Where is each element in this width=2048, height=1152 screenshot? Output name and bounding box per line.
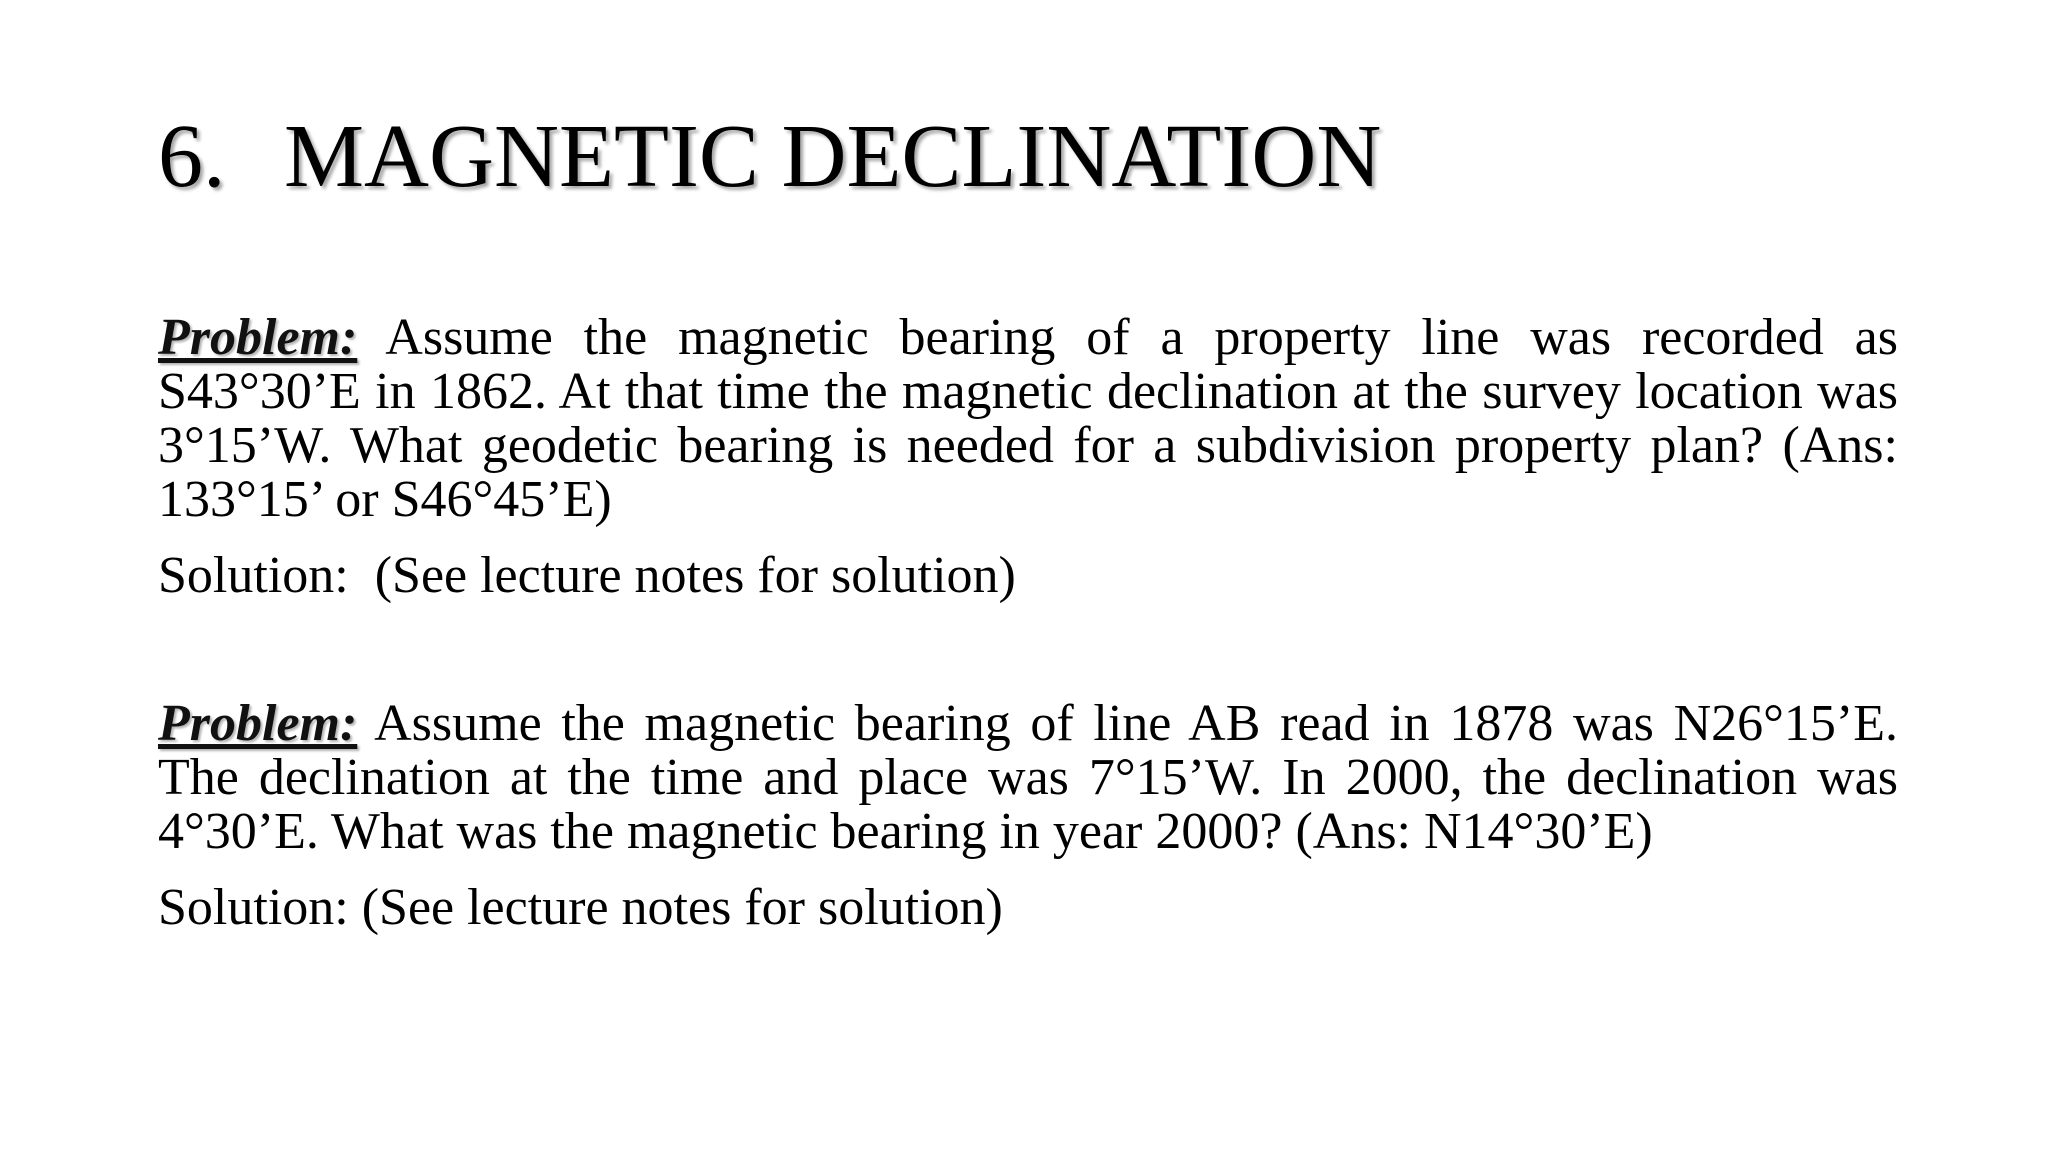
problem-2-solution: Solution: (See lecture notes for solution) bbox=[158, 879, 1003, 936]
problem-2-paragraph bbox=[158, 697, 1898, 859]
problem-block-2 bbox=[158, 697, 1898, 935]
problem-2-text: Assume the magnetic bearing of line AB read in 1878 was N26°15’E. The declination at the time and place was 7°15’W. In 2000, the declination was 4°30’E. What was the magnetic bearing in year 2000? (Ans: N14°30’E) bbox=[158, 695, 1898, 860]
problem-1-paragraph bbox=[158, 311, 1898, 527]
slide-title-number: 6. bbox=[158, 107, 226, 206]
slide-title-text: MAGNETIC DECLINATION bbox=[284, 107, 1382, 206]
slide-title bbox=[158, 107, 1382, 206]
problem-1-solution: Solution: (See lecture notes for solution) bbox=[158, 547, 1016, 604]
problem-block-1 bbox=[158, 311, 1898, 603]
problem-2-label: Problem: bbox=[158, 695, 358, 752]
problem-1-text: Assume the magnetic bearing of a property line was recorded as S43°30’E in 1862. At that time the magnetic declination at the survey location was 3°15’W. What geodetic bearing is needed for a subdivision property plan? (Ans: 133°15’ or S46°45’E) bbox=[158, 309, 1898, 528]
problem-1-label: Problem: bbox=[158, 309, 358, 366]
